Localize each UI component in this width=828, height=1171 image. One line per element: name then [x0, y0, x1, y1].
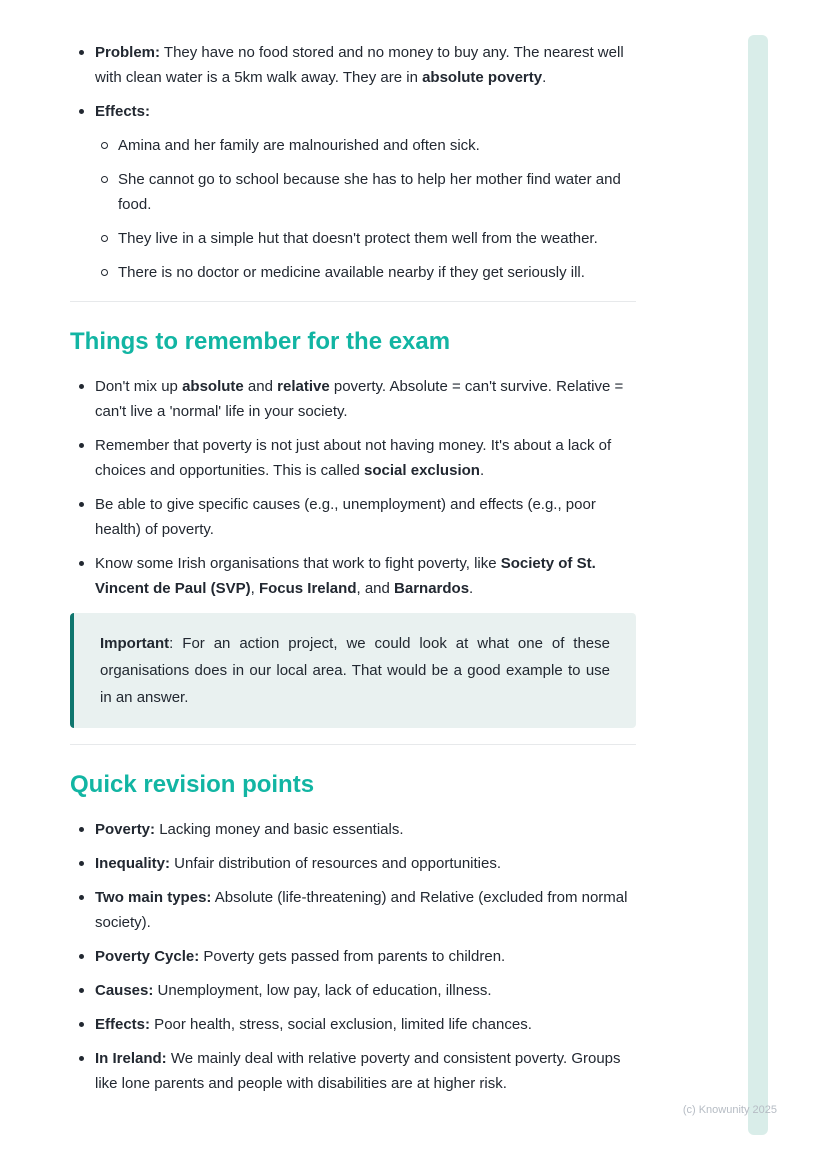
text-segment: Know some Irish organisations that work to fight poverty, like — [95, 555, 501, 572]
sub-list-item — [70, 133, 636, 158]
text-segment: Don't mix up — [95, 378, 183, 395]
scrollbar-track[interactable] — [748, 35, 768, 1135]
bold-text-segment: absolute poverty — [422, 69, 543, 86]
text-segment: , — [250, 580, 259, 597]
bold-text-segment: Barnardos — [394, 580, 470, 597]
list-item — [70, 374, 636, 424]
text-segment: Absolute (life-threatening) and Relative (excluded from normal society). — [95, 889, 628, 931]
text-segment: Unfair distribution of resources and opportunities. — [170, 855, 502, 872]
case-study-list — [70, 40, 636, 285]
list-item — [70, 885, 636, 935]
text-segment: . — [542, 69, 547, 86]
revision-points-list — [70, 817, 636, 1096]
text-segment: She cannot go to school because she has to help her mother find water and food. — [118, 171, 621, 213]
list-item — [70, 817, 636, 842]
text-segment: Remember that poverty is not just about not having money. It's about a lack of choices and opportunities. This is called — [95, 437, 612, 479]
bold-text-segment: Two main types: — [95, 889, 212, 906]
bold-text-segment: Society of St. Vincent de Paul (SVP) — [95, 555, 596, 597]
list-item — [70, 433, 636, 483]
bold-text-segment: absolute — [182, 378, 244, 395]
bold-text-segment: Important — [100, 635, 170, 652]
bold-text-segment: In Ireland: — [95, 1050, 167, 1067]
text-segment: , and — [356, 580, 395, 597]
section-divider — [70, 744, 636, 745]
bold-text-segment: Poverty Cycle: — [95, 948, 200, 965]
text-segment: Amina and her family are malnourished and often sick. — [118, 137, 480, 154]
important-callout — [70, 613, 636, 728]
text-segment: We mainly deal with relative poverty and consistent poverty. Groups like lone parents and people with disabilities are at higher risk. — [95, 1050, 621, 1092]
text-segment: Be able to give specific causes (e.g., unemployment) and effects (e.g., poor health) of poverty. — [95, 496, 596, 538]
text-segment: . — [479, 462, 485, 479]
text-segment: poverty. Absolute = can't survive. Relative = can't live a 'normal' life in your society. — [95, 378, 624, 420]
list-item — [70, 40, 636, 90]
list-item — [70, 1012, 636, 1037]
text-segment: Poor health, stress, social exclusion, limited life chances. — [150, 1016, 532, 1033]
list-item — [70, 978, 636, 1003]
list-item — [70, 492, 636, 542]
list-item — [70, 99, 636, 124]
callout-text — [100, 630, 610, 711]
sub-list-item — [70, 260, 636, 285]
text-segment: They live in a simple hut that doesn't protect them well from the weather. — [118, 230, 598, 247]
list-item — [70, 551, 636, 601]
bold-text-segment: relative — [277, 378, 330, 395]
bold-text-segment: Causes: — [95, 982, 154, 999]
copyright-text: (c) Knowunity 2025 — [682, 1104, 777, 1116]
list-item — [70, 944, 636, 969]
section-heading-exam: Things to remember for the exam — [70, 328, 451, 355]
bold-text-segment: social exclusion — [364, 462, 480, 479]
text-segment: : For an action project, we could look at what one of these organisations does in our local area. That would be a good example to use in an answer. — [100, 635, 610, 706]
text-segment: They have no food stored and no money to buy any. The nearest well with clean water is a 5km walk away. They are in — [95, 44, 624, 86]
text-segment: . — [469, 580, 474, 597]
bold-text-segment: Focus Ireland — [258, 580, 357, 597]
sub-list-item — [70, 226, 636, 251]
bold-text-segment: Problem: — [95, 44, 161, 61]
exam-tips-list — [70, 374, 636, 601]
section-divider — [70, 301, 636, 302]
text-segment: Poverty gets passed from parents to children. — [199, 948, 506, 965]
list-item — [70, 851, 636, 876]
text-segment: and — [243, 378, 278, 395]
text-segment: Unemployment, low pay, lack of education, illness. — [153, 982, 492, 999]
bold-text-segment: Effects: — [95, 1016, 151, 1033]
bold-text-segment: Effects: — [95, 103, 151, 120]
text-segment: There is no doctor or medicine available nearby if they get seriously ill. — [118, 264, 585, 281]
bold-text-segment: Inequality: — [95, 855, 171, 872]
list-item — [70, 1046, 636, 1096]
sub-list-item — [70, 167, 636, 217]
section-heading-revision: Quick revision points — [70, 771, 315, 798]
text-segment: Lacking money and basic essentials. — [155, 821, 404, 838]
notes-content — [70, 40, 636, 1105]
bold-text-segment: Poverty: — [95, 821, 156, 838]
